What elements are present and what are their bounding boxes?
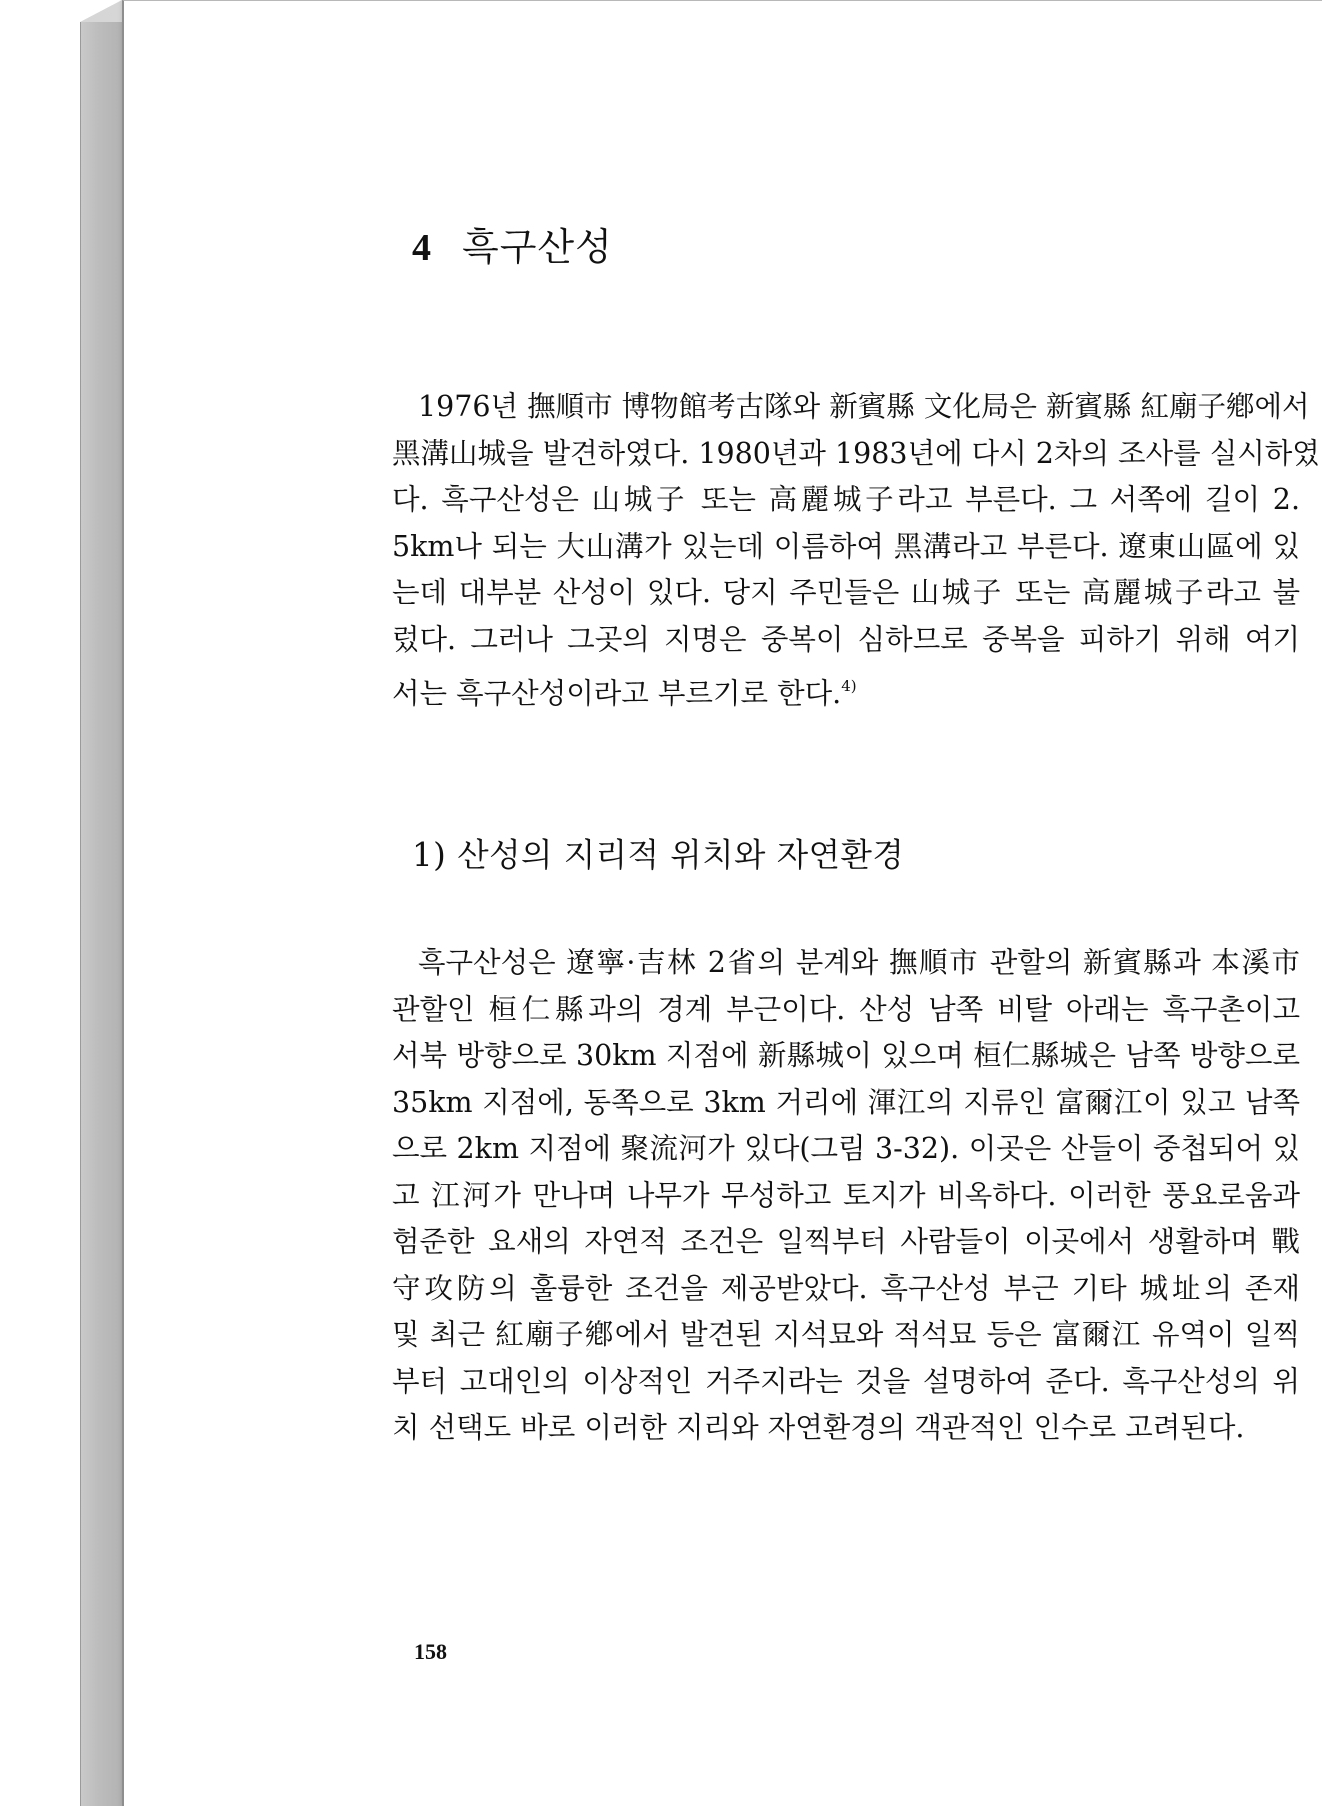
page-content bbox=[256, 1, 1320, 1806]
section-title: 1) 산성의 지리적 위치와 자연환경 bbox=[412, 836, 905, 874]
paragraph-line-text: 서는 흑구산성이라고 부르기로 한다. bbox=[392, 677, 842, 710]
paragraph-line: 으로 2km 지점에 聚流河가 있다(그림 3-32). 이곳은 산들이 중첩되어 있 bbox=[392, 1132, 1300, 1165]
paragraph-line: 고 江河가 만나며 나무가 무성하고 토지가 비옥하다. 이러한 풍요로움과 bbox=[392, 1178, 1300, 1212]
paragraph-line: 5km나 되는 大山溝가 있는데 이름하여 黑溝라고 부른다. 遼東山區에 있 bbox=[392, 529, 1300, 563]
paragraph-line: 다. 흑구산성은 山城子 또는 高麗城子라고 부른다. 그 서쪽에 길이 2. bbox=[392, 483, 1300, 516]
page-number: 158 bbox=[414, 1639, 447, 1664]
footnote-reference: 4) bbox=[841, 677, 857, 695]
paragraph-line: 35km 지점에, 동쪽으로 3km 거리에 渾江의 지류인 富爾江이 있고 남쪽 bbox=[392, 1085, 1300, 1119]
intro-paragraph bbox=[392, 384, 1320, 718]
book-spine bbox=[80, 22, 123, 1806]
paragraph-line: 렀다. 그러나 그곳의 지명은 중복이 심하므로 중복을 피하기 위해 여기 bbox=[392, 622, 1300, 656]
paragraph-line: 1976년 撫順市 博物館考古隊와 新賓縣 文化局은 新賓縣 紅廟子鄕에서 bbox=[418, 390, 1310, 423]
chapter-title-text: 흑구산성 bbox=[462, 225, 613, 269]
paragraph-line: 흑구산성은 遼寧·吉林 2省의 분계와 撫順市 관할의 新賓縣과 本溪市 bbox=[418, 946, 1300, 979]
paragraph-line: 守攻防의 훌륭한 조건을 제공받았다. 흑구산성 부근 기타 城址의 존재 bbox=[392, 1271, 1300, 1305]
paragraph-line: 黑溝山城을 발견하였다. 1980년과 1983년에 다시 2차의 조사를 실시하였 bbox=[392, 436, 1320, 470]
paragraph-line: 및 최근 紅廟子鄕에서 발견된 지석묘와 적석묘 등은 富爾江 유역이 일찍 bbox=[392, 1318, 1300, 1351]
paragraph-line: 관할인 桓仁縣과의 경계 부근이다. 산성 남쪽 비탈 아래는 흑구촌이고 bbox=[392, 992, 1300, 1026]
paragraph-line: 험준한 요새의 자연적 조건은 일찍부터 사람들이 이곳에서 생활하며 戰 bbox=[392, 1225, 1300, 1258]
chapter-number: 4 bbox=[412, 227, 432, 269]
chapter-title bbox=[412, 216, 613, 271]
book-top-edge bbox=[80, 0, 122, 22]
paragraph-line: 는데 대부분 산성이 있다. 당지 주민들은 山城子 또는 高麗城子라고 불 bbox=[392, 576, 1300, 609]
paragraph-line: 부터 고대인의 이상적인 거주지라는 것을 설명하여 준다. 흑구산성의 위 bbox=[392, 1364, 1300, 1398]
paragraph-line: 서북 방향으로 30km 지점에 新縣城이 있으며 桓仁縣城은 남쪽 방향으로 bbox=[392, 1039, 1300, 1072]
book-page bbox=[122, 0, 1322, 1806]
paragraph-line: 치 선택도 바로 이러한 지리와 자연환경의 객관적인 인수로 고려된다. bbox=[392, 1411, 1245, 1444]
paragraph-last-line bbox=[392, 663, 1300, 718]
section-paragraph bbox=[392, 940, 1300, 1452]
